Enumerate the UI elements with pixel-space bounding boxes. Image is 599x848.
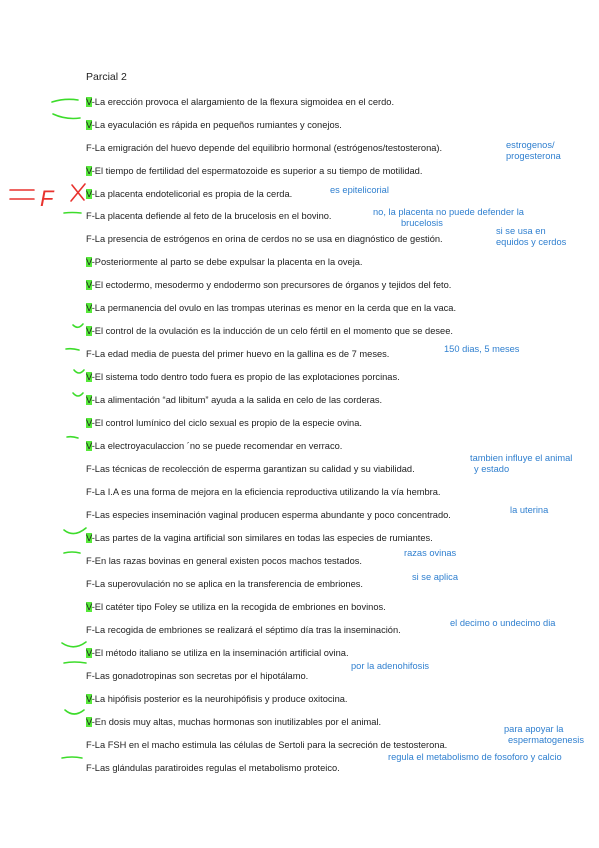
answer-letter-highlighted: V [86, 648, 92, 658]
annotation-line: regula el metabolismo de fosoforo y calcio [388, 752, 562, 762]
annotation-line: el decimo o undecimo dia [450, 618, 556, 628]
statement-text: -La hipófisis posterior es la neurohipófisis y produce oxitocina. [91, 694, 348, 704]
answer-letter: F [86, 349, 92, 359]
answer-letter: F [86, 579, 92, 589]
answer-letter-highlighted: V [86, 418, 92, 428]
green-check-mark [62, 642, 86, 647]
green-check-mark [52, 99, 78, 102]
answer-letter: F [86, 464, 92, 474]
statement-text: -La placenta defiende al feto de la brucelosis en el bovino. [91, 211, 332, 221]
green-check-mark [74, 370, 84, 373]
answer-letter: F [86, 143, 92, 153]
green-check-mark [53, 114, 80, 119]
answer-letter: F [86, 234, 92, 244]
statement-text: -Las técnicas de recolección de esperma garantizan su calidad y su viabilidad. [91, 464, 415, 474]
statement-text: -La emigración del huevo depende del equilibrio hormonal (estrógenos/testosterona). [91, 143, 443, 153]
green-check-mark [65, 710, 84, 714]
statement-text: -La eyaculación es rápida en pequeños rumiantes y conejos. [91, 120, 342, 130]
answer-letter-highlighted: V [86, 189, 92, 199]
answer-letter-highlighted: V [86, 257, 92, 267]
red-cross-mark [71, 184, 85, 201]
annotation-line: para apoyar la [504, 724, 564, 734]
statement-text: -El control lumínico del ciclo sexual es propio de la especie ovina. [91, 418, 362, 428]
statement-text: -Las gonadotropinas son secretas por el hipotálamo. [91, 671, 309, 681]
answer-letter-highlighted: V [86, 372, 92, 382]
answer-letter: F [86, 487, 92, 497]
statement-text: -La I.A es una forma de mejora en la eficiencia reproductiva utilizando la vía hembra. [91, 487, 441, 497]
annotation-line: equidos y cerdos [496, 237, 567, 247]
answer-letter-highlighted: V [86, 303, 92, 313]
answer-letter-highlighted: V [86, 326, 92, 336]
green-dash-mark [64, 662, 86, 663]
answer-letter-highlighted: V [86, 97, 92, 107]
annotation-line: estrogenos/ [506, 140, 555, 150]
green-dash-mark [64, 552, 80, 553]
statement-text: -Las partes de la vagina artificial son similares en todas las especies de rumiantes. [91, 533, 433, 543]
statement-text: -Posteriormente al parto se debe expulsar la placenta en la oveja. [91, 257, 363, 267]
answer-letter: F [86, 211, 92, 221]
answer-letter-highlighted: V [86, 694, 92, 704]
answer-letter: F [86, 625, 92, 635]
green-dash-mark [67, 437, 78, 438]
statement-text: -Las especies inseminación vaginal producen esperma abundante y poco concentrado. [91, 510, 451, 520]
annotation-line: no, la placenta no puede defender la [373, 207, 524, 217]
green-dash-mark [62, 757, 82, 758]
answer-letter-highlighted: V [86, 602, 92, 612]
annotation-line: si se aplica [412, 572, 458, 582]
statement-text: -La superovulación no se aplica en la transferencia de embriones. [91, 579, 364, 589]
annotation-line: brucelosis [401, 218, 443, 228]
answer-letter-highlighted: V [86, 166, 92, 176]
statement-text: -La edad media de puesta del primer huevo en la gallina es de 7 meses. [91, 349, 390, 359]
annotation-line: si se usa en [496, 226, 546, 236]
green-check-mark [73, 324, 83, 327]
answer-letter: F [86, 556, 92, 566]
statement-text: -La recogida de embriones se realizará el séptimo día tras la inseminación. [91, 625, 401, 635]
annotation-line: espermatogenesis [508, 735, 584, 745]
annotation-line: la uterina [510, 505, 549, 515]
statement-text: -La alimentación “ad libitum” ayuda a la salida en celo de las corderas. [91, 395, 383, 405]
answer-letter-highlighted: V [86, 533, 92, 543]
answer-letter-highlighted: V [86, 280, 92, 290]
answer-letter: F [86, 763, 92, 773]
green-check-mark [64, 528, 86, 534]
answer-letter-highlighted: V [86, 120, 92, 130]
statement-text: -El control de la ovulación es la inducción de un celo fértil en el momento que se desee. [91, 326, 453, 336]
answer-letter: F [86, 740, 92, 750]
statement-text: -El tiempo de fertilidad del espermatozoide es superior a su tiempo de motilidad. [91, 166, 423, 176]
answer-letter: F [86, 671, 92, 681]
statement-text: -El sistema todo dentro todo fuera es propio de las explotaciones porcinas. [91, 372, 400, 382]
statement-text: -La presencia de estrógenos en orina de cerdos no se usa en diagnóstico de gestión. [91, 234, 443, 244]
statement-text: -El catéter tipo Foley se utiliza en la recogida de embriones en bovinos. [91, 602, 386, 612]
statement-text: -Las glándulas paratiroides regulas el metabolismo proteico. [91, 763, 340, 773]
green-dash-mark [66, 349, 79, 350]
annotation-line: y estado [474, 464, 510, 474]
statement-text: -La FSH en el macho estimula las células de Sertoli para la secreción de testosterona. [91, 740, 448, 750]
annotation-line: 150 dias, 5 meses [444, 344, 520, 354]
annotation-line: tambien influye el animal [470, 453, 573, 463]
statement-text: -La erección provoca el alargamiento de la flexura sigmoidea en el cerdo. [91, 97, 395, 107]
answer-letter: F [86, 510, 92, 520]
answer-letter-highlighted: V [86, 717, 92, 727]
green-check-mark [73, 393, 83, 396]
page-title: Parcial 2 [86, 71, 127, 83]
statement-text: -La placenta endotelicorial es propia de la cerda. [91, 189, 293, 199]
answer-letter-highlighted: V [86, 441, 92, 451]
statement-text: -En dosis muy altas, muchas hormonas son inutilizables por el animal. [91, 717, 382, 727]
answer-letter-highlighted: V [86, 395, 92, 405]
statement-text: -La electroyaculaccion ´no se puede recomendar en verraco. [91, 441, 343, 451]
statement-text: -La permanencia del ovulo en las trompas uterinas es menor en la cerda que en la vaca. [91, 303, 457, 313]
annotation-line: razas ovinas [404, 548, 457, 558]
annotation-line: por la adenohifosis [351, 661, 430, 671]
statement-text: -El ectodermo, mesodermo y endodermo son precursores de órganos y tejidos del feto. [91, 280, 452, 290]
statement-text: -En las razas bovinas en general existen pocos machos testados. [91, 556, 362, 566]
green-dash-mark [64, 213, 81, 214]
red-big-f-mark: F [40, 186, 54, 211]
annotation-line: progesterona [506, 151, 561, 161]
annotation-line: es epitelicorial [330, 185, 389, 195]
statement-text: -El método italiano se utiliza en la inseminación artificial ovina. [91, 648, 349, 658]
